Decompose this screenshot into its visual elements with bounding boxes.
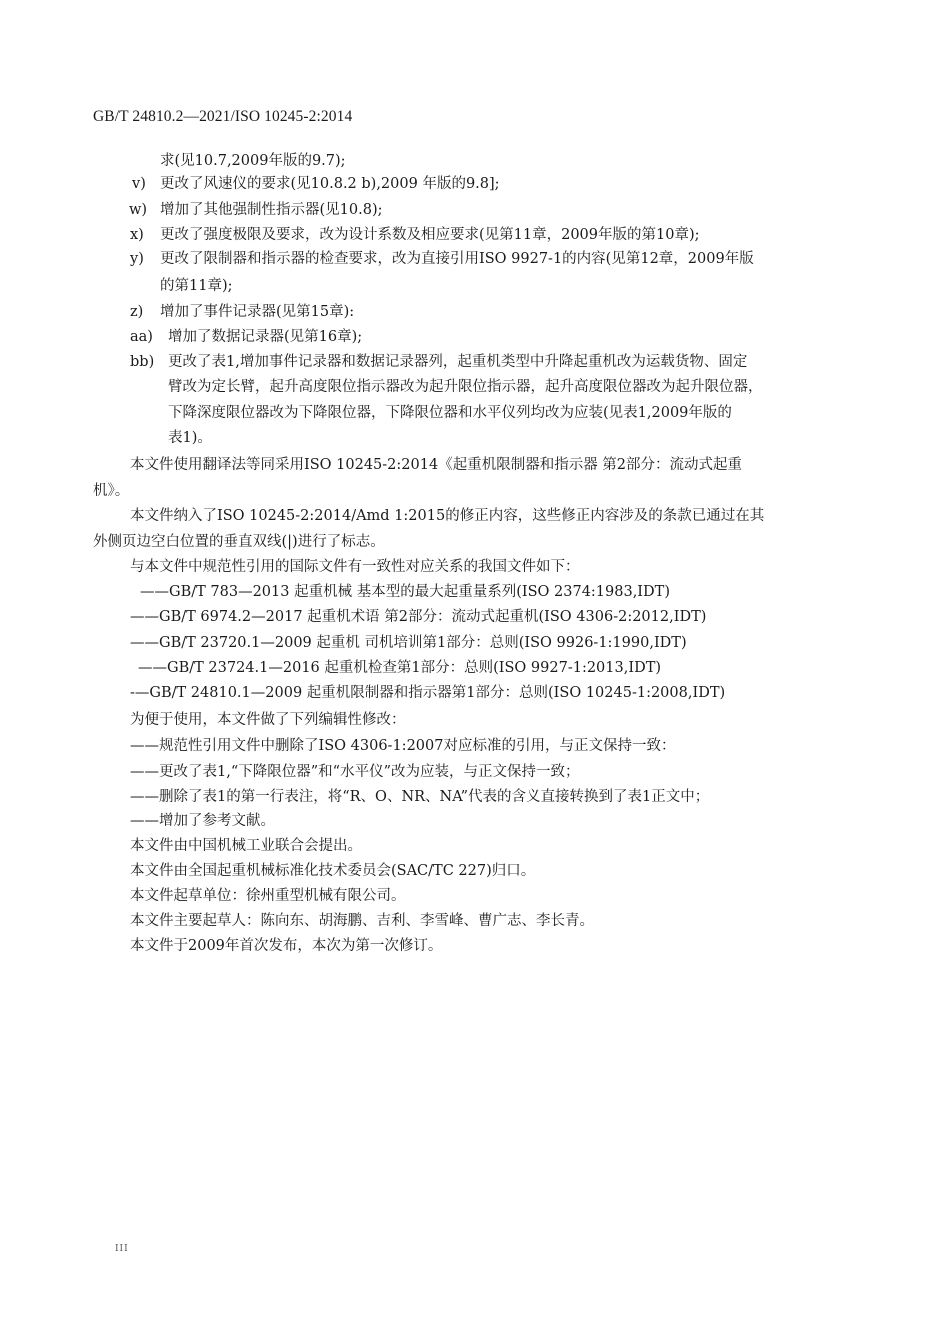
closing-paragraph: 本文件主要起草人：陈向东、胡海鹏、吉利、李雪峰、曹广志、李长青。 xyxy=(130,913,594,929)
change-text: 增加了事件记录器(见第15章): xyxy=(160,304,355,320)
closing-paragraph: 本文件由中国机械工业联合会提出。 xyxy=(130,838,362,854)
closing-paragraph: 本文件由全国起重机械标准化技术委员会(SAC/TC 227)归口。 xyxy=(130,863,536,879)
change-item-bb-line2 xyxy=(168,378,763,396)
reference-item: ——GB/T 23724.1—2016 起重机检查第1部分：总则(ISO 9927-1:2013,IDT) xyxy=(138,660,662,676)
closing-paragraph: 本文件于2009年首次发布，本次为第一次修订。 xyxy=(130,938,443,954)
editorial-item: ——规范性引用文件中删除了ISO 4306-1:2007对应标准的引用，与正文保持一致： xyxy=(130,738,676,754)
reference-item: ——GB/T 23720.1—2009 起重机 司机培训第1部分：总则(ISO 9926-1:1990,IDT) xyxy=(130,635,687,651)
editorial-item: ——增加了参考文献。 xyxy=(130,813,275,829)
page-number: III xyxy=(115,1244,129,1254)
change-label: x) xyxy=(130,227,144,243)
change-label: bb) xyxy=(130,354,155,370)
editorial-intro: 为便于使用，本文件做了下列编辑性修改： xyxy=(130,712,406,728)
change-text: 求(见10.7,2009年版的9.7); xyxy=(160,153,346,169)
change-label: z) xyxy=(130,304,144,320)
change-text: 更改了风速仪的要求(见10.8.2 b),2009 年版的9.8]; xyxy=(160,176,500,192)
amendment-paragraph-line2: 外侧页边空白位置的垂直双线(|)进行了标志。 xyxy=(93,534,385,550)
change-text: 下降深度限位器改为下降限位器，下降限位器和水平仪列均改为应装(见表1,2009年版的 xyxy=(168,405,732,421)
document-number-header: GB/T 24810.2—2021/ISO 10245-2:2014 xyxy=(93,108,353,125)
change-text: 增加了其他强制性指示器(见10.8); xyxy=(160,202,383,218)
change-text: 臂改为定长臂，起升高度限位指示器改为起升限位指示器，起升高度限位器改为起升限位器， xyxy=(168,379,763,395)
references-intro: 与本文件中规范性引用的国际文件有一致性对应关系的我国文件如下： xyxy=(130,559,580,575)
closing-paragraph: 本文件起草单位：徐州重型机械有限公司。 xyxy=(130,888,406,904)
change-text: 更改了限制器和指示器的检查要求，改为直接引用ISO 9927-1的内容(见第12章，2009年版 xyxy=(160,251,754,267)
reference-item: ——GB/T 783—2013 起重机械 基本型的最大起重量系列(ISO 2374:1983,IDT) xyxy=(140,584,670,600)
reference-item: ——GB/T 6974.2—2017 起重机术语 第2部分：流动式起重机(ISO 4306-2:2012,IDT) xyxy=(130,609,707,625)
editorial-item: ——删除了表1的第一行表注，将“R、O、NR、NA”代表的含义直接转换到了表1正文中； xyxy=(130,789,710,805)
change-text: 更改了表1,增加事件记录器和数据记录器列，起重机类型中升降起重机改为运载货物、固定 xyxy=(168,354,748,370)
change-item-continued xyxy=(160,152,346,170)
change-label: y) xyxy=(130,251,144,267)
change-text: 增加了数据记录器(见第16章); xyxy=(168,329,363,345)
change-label: w) xyxy=(129,202,148,218)
change-label: v) xyxy=(132,176,146,192)
amendment-paragraph-line1: 本文件纳入了ISO 10245-2:2014/Amd 1:2015的修正内容，这些修正内容涉及的条款已通过在其 xyxy=(130,508,765,524)
change-label: aa) xyxy=(130,329,153,345)
change-text: 表1)。 xyxy=(168,430,212,446)
change-item-bb-line4 xyxy=(168,429,212,447)
translation-paragraph-line1: 本文件使用翻译法等同采用ISO 10245-2:2014《起重机限制器和指示器 第2部分：流动式起重 xyxy=(130,457,743,473)
editorial-item: ——更改了表1,“下降限位器”和“水平仪”改为应装，与正文保持一致； xyxy=(130,764,580,780)
change-item-y-continued xyxy=(160,277,233,295)
change-text: 的第11章); xyxy=(160,278,233,294)
translation-paragraph-line2: 机》。 xyxy=(93,483,130,499)
change-item-bb-line3 xyxy=(168,404,732,422)
reference-item: -—GB/T 24810.1—2009 起重机限制器和指示器第1部分：总则(ISO 10245-1:2008,IDT) xyxy=(130,685,726,701)
change-text: 更改了强度极限及要求，改为设计系数及相应要求(见第11章，2009年版的第10章); xyxy=(160,227,700,243)
